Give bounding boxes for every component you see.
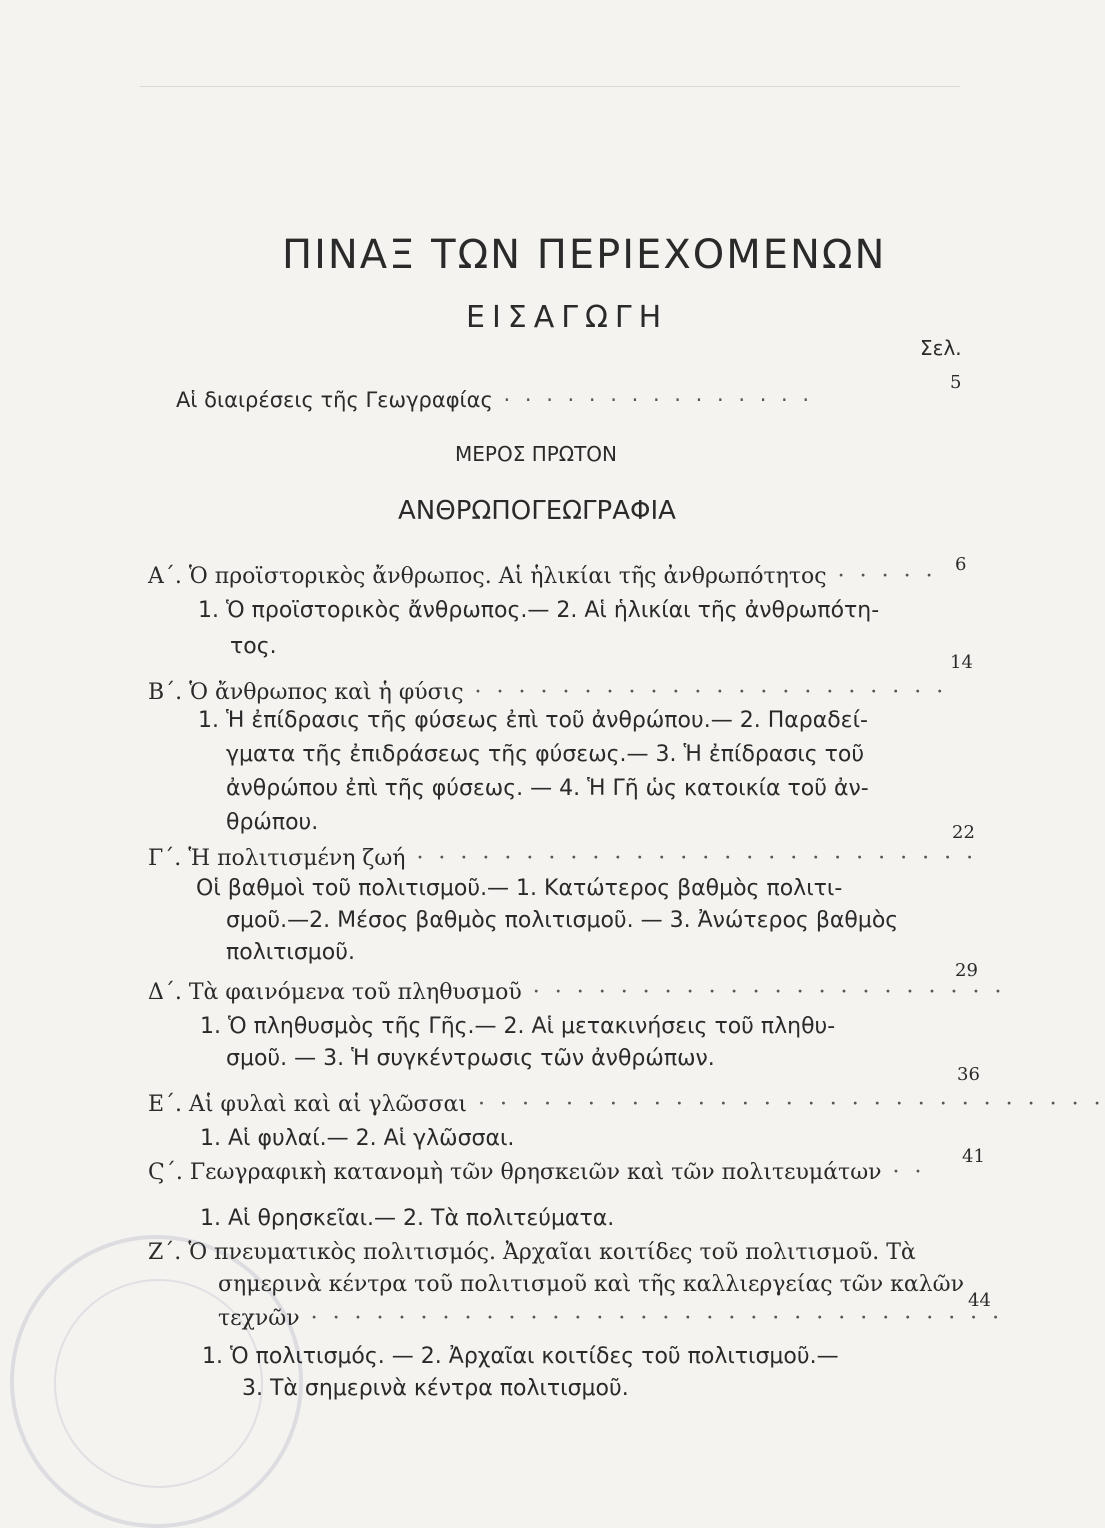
bleed-through-rule xyxy=(140,86,960,88)
chapter-subsection: θρώπου. xyxy=(226,810,319,835)
chapter-title: Δ΄. Τὰ φαινόμενα τοῦ πληθυσμοῦ · · · · · · · · · · · · · · · · · · · · · · xyxy=(148,980,1006,1005)
chapter-subsection: 1. Ὁ πολιτισμός. — 2. Ἀρχαῖαι κοιτίδες τοῦ πολιτισμοῦ.— xyxy=(202,1344,839,1369)
chapter-subsection: 1. Ἡ ἐπίδρασις τῆς φύσεως ἐπὶ τοῦ ἀνθρώπου.— 2. Παραδεί- xyxy=(198,708,868,733)
chapter-subsection: 3. Τὰ σημερινὰ κέντρα πολιτισμοῦ. xyxy=(242,1376,629,1401)
chapter-title-continued: σημερινὰ κέντρα τοῦ πολιτισμοῦ καὶ τῆς καλλιεργείας τῶν καλῶν xyxy=(218,1272,964,1297)
chapter-title: Α΄. Ὁ προϊστορικὸς ἄνθρωπος. Αἱ ἡλικίαι τῆς ἀνθρωπότητος · · · · · xyxy=(148,564,937,589)
part-heading: ΑΝΘΡΩΠΟΓΕΩΓΡΑΦΙΑ xyxy=(398,496,676,526)
chapter-page: 41 xyxy=(962,1146,985,1167)
part-label: ΜΕΡΟΣ ΠΡΩΤΟΝ xyxy=(455,442,617,466)
chapter-subsection: τος. xyxy=(230,634,277,659)
page-column-label: Σελ. xyxy=(920,336,962,360)
chapter-subsection: γματα τῆς ἐπιδράσεως τῆς φύσεως.— 3. Ἡ ἐπίδρασις τοῦ xyxy=(226,742,865,767)
introduction-heading: ΕΙΣΑΓΩΓΗ xyxy=(466,300,669,335)
chapter-page: 14 xyxy=(950,652,973,673)
chapter-title: Ε΄. Αἱ φυλαὶ καὶ αἱ γλῶσσαι · · · · · · · · · · · · · · · · · · · · · · · · · · · · · xyxy=(148,1092,1105,1117)
chapter-title: Ζ΄. Ὁ πνευματικὸς πολιτισμός. Ἀρχαῖαι κοιτίδες τοῦ πολιτισμοῦ. Τὰ xyxy=(148,1240,916,1265)
chapter-subsection: πολιτισμοῦ. xyxy=(226,940,355,965)
chapter-subsection: 1. Αἱ φυλαί.— 2. Αἱ γλῶσσαι. xyxy=(200,1126,515,1151)
chapter-title: Ϛ΄. Γεωγραφικὴ κατανομὴ τῶν θρησκειῶν καὶ τῶν πολιτευμάτων · · xyxy=(148,1160,926,1185)
chapter-subsection: σμοῦ. — 3. Ἡ συγκέντρωσις τῶν ἀνθρώπων. xyxy=(226,1046,715,1071)
chapter-page: 29 xyxy=(955,960,978,981)
chapter-subsection: ἀνθρώπου ἐπὶ τῆς φύσεως. — 4. Ἡ Γῆ ὡς κατοικία τοῦ ἀν- xyxy=(226,776,869,801)
chapter-title-continued: τεχνῶν · · · · · · · · · · · · · · · · · · · · · · · · · · · · · · · · xyxy=(218,1306,1004,1331)
chapter-page: 44 xyxy=(968,1290,991,1311)
chapter-page: 22 xyxy=(952,822,975,843)
chapter-subsection: 1. Αἱ θρησκεῖαι.— 2. Τὰ πολιτεύματα. xyxy=(200,1206,615,1231)
chapter-subsection: σμοῦ.—2. Μέσος βαθμὸς πολιτισμοῦ. — 3. Ἀνώτερος βαθμὸς xyxy=(226,908,899,933)
intro-entry-page: 5 xyxy=(950,372,962,393)
chapter-subsection: Οἱ βαθμοὶ τοῦ πολιτισμοῦ.— 1. Κατώτερος βαθμὸς πολιτι- xyxy=(196,876,843,901)
chapter-title: Γ΄. Ἡ πολιτισμένη ζωή · · · · · · · · · · · · · · · · · · · · · · · · · · xyxy=(148,846,978,871)
intro-entry: Αἱ διαιρέσεις τῆς Γεωγραφίας · · · · · · · · · · · · · · · xyxy=(176,388,814,412)
chapter-title: Β΄. Ὁ ἄνθρωπος καὶ ἡ φύσις · · · · · · · · · · · · · · · · · · · · · · xyxy=(148,680,948,705)
chapter-page: 6 xyxy=(955,554,967,575)
chapter-page: 36 xyxy=(957,1064,980,1085)
chapter-subsection: 1. Ὁ πληθυσμὸς τῆς Γῆς.— 2. Αἱ μετακινήσεις τοῦ πληθυ- xyxy=(200,1014,836,1039)
page-title: ΠΙΝΑΞ ΤΩΝ ΠΕΡΙΕΧΟΜΕΝΩΝ xyxy=(282,232,887,278)
chapter-subsection: 1. Ὁ προϊστορικὸς ἄνθρωπος.— 2. Αἱ ἡλικίαι τῆς ἀνθρωπότη- xyxy=(198,598,880,623)
